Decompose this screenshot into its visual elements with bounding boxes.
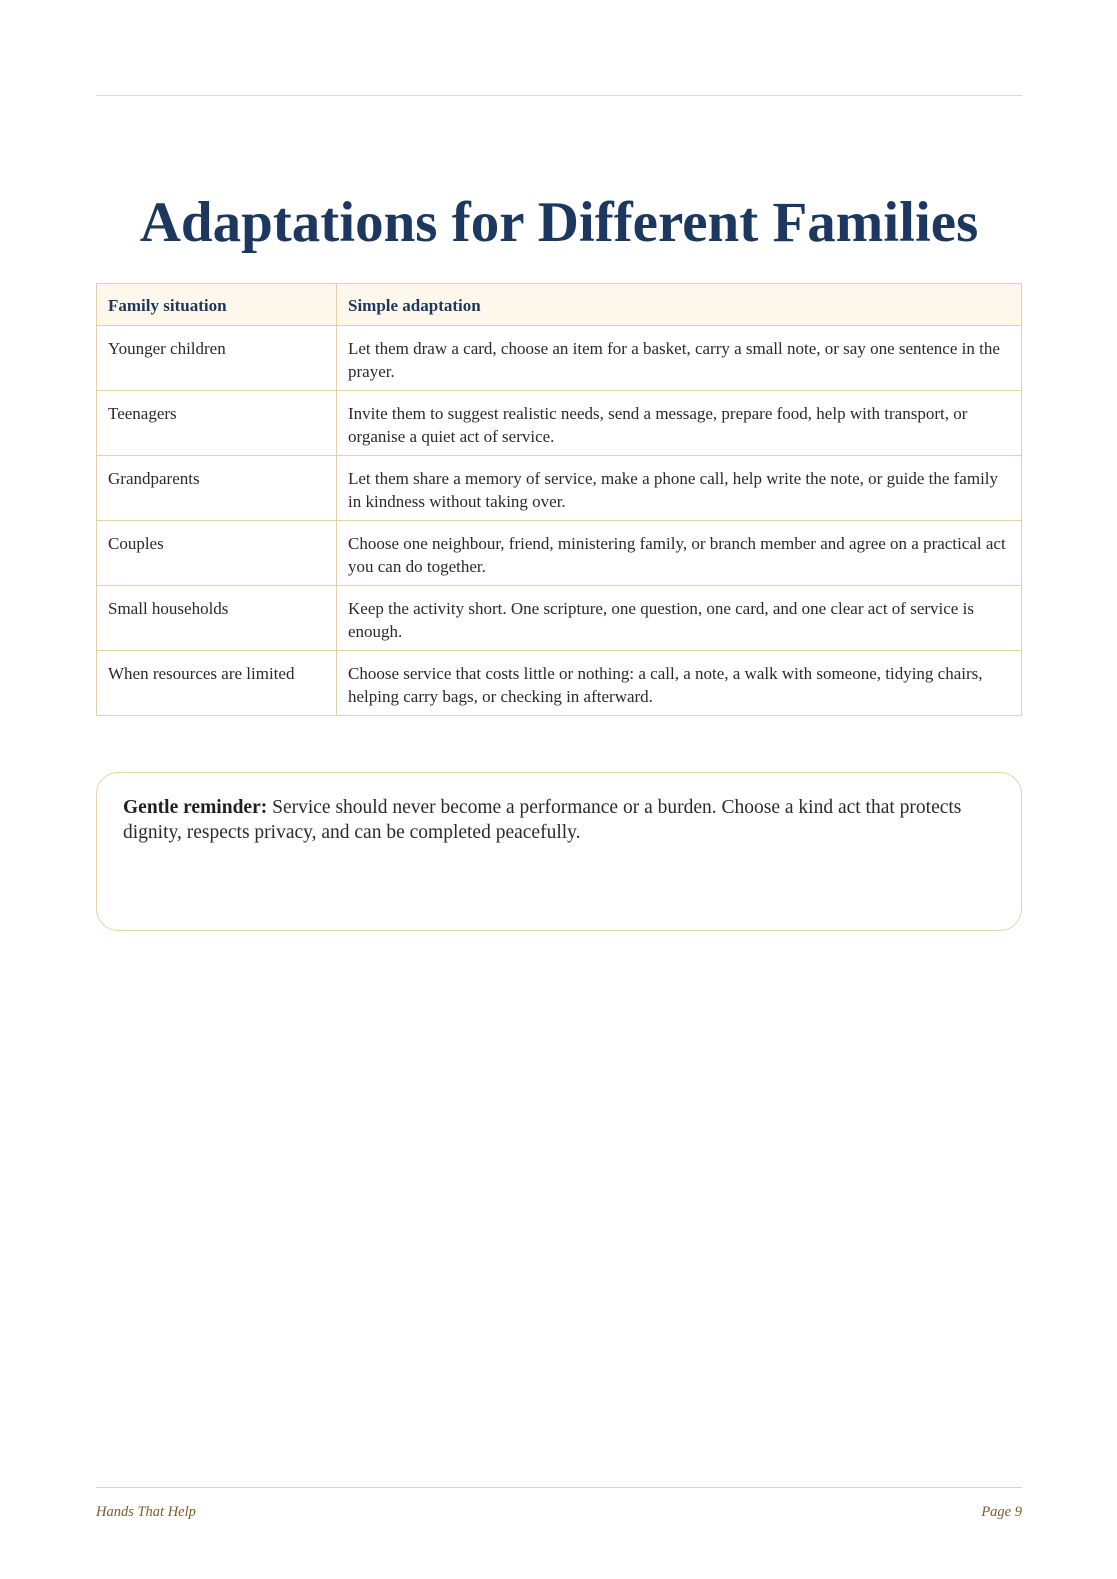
reminder-text: Service should never become a performance or a burden. Choose a kind act that protects dignity, respects privacy, and can be completed peacefully. xyxy=(123,797,962,843)
adaptation-cell: Let them draw a card, choose an item for a basket, carry a small note, or say one sentence in the prayer. xyxy=(337,326,1022,391)
table-row xyxy=(97,586,1022,651)
table-row xyxy=(97,456,1022,521)
adaptation-cell: Invite them to suggest realistic needs, send a message, prepare food, help with transport, or organise a quiet act of service. xyxy=(337,391,1022,456)
adaptation-cell: Let them share a memory of service, make a phone call, help write the note, or guide the family in kindness without taking over. xyxy=(337,456,1022,521)
column-header-family-situation: Family situation xyxy=(97,284,337,326)
footer-rule xyxy=(96,1487,1022,1488)
adaptation-cell: Keep the activity short. One scripture, one question, one card, and one clear act of service is enough. xyxy=(337,586,1022,651)
adaptation-cell: Choose service that costs little or nothing: a call, a note, a walk with someone, tidying chairs, helping carry bags, or checking in afterward. xyxy=(337,651,1022,716)
footer-document-title: Hands That Help xyxy=(96,1504,196,1520)
table-header-row xyxy=(97,284,1022,326)
family-situation-cell: When resources are limited xyxy=(97,651,337,716)
table-row xyxy=(97,326,1022,391)
page-title: Adaptations for Different Families xyxy=(139,191,979,254)
family-situation-cell: Grandparents xyxy=(97,456,337,521)
gentle-reminder-box xyxy=(96,772,1022,931)
column-header-simple-adaptation: Simple adaptation xyxy=(337,284,1022,326)
adaptations-table xyxy=(96,283,1022,716)
adaptation-cell: Choose one neighbour, friend, ministering family, or branch member and agree on a practical act you can do together. xyxy=(337,521,1022,586)
family-situation-cell: Small households xyxy=(97,586,337,651)
footer-page-number: Page 9 xyxy=(981,1504,1022,1520)
table-row xyxy=(97,651,1022,716)
family-situation-cell: Younger children xyxy=(97,326,337,391)
reminder-label: Gentle reminder: xyxy=(123,797,268,818)
family-situation-cell: Teenagers xyxy=(97,391,337,456)
family-situation-cell: Couples xyxy=(97,521,337,586)
table-row xyxy=(97,391,1022,456)
header-rule xyxy=(96,95,1022,96)
table-row xyxy=(97,521,1022,586)
